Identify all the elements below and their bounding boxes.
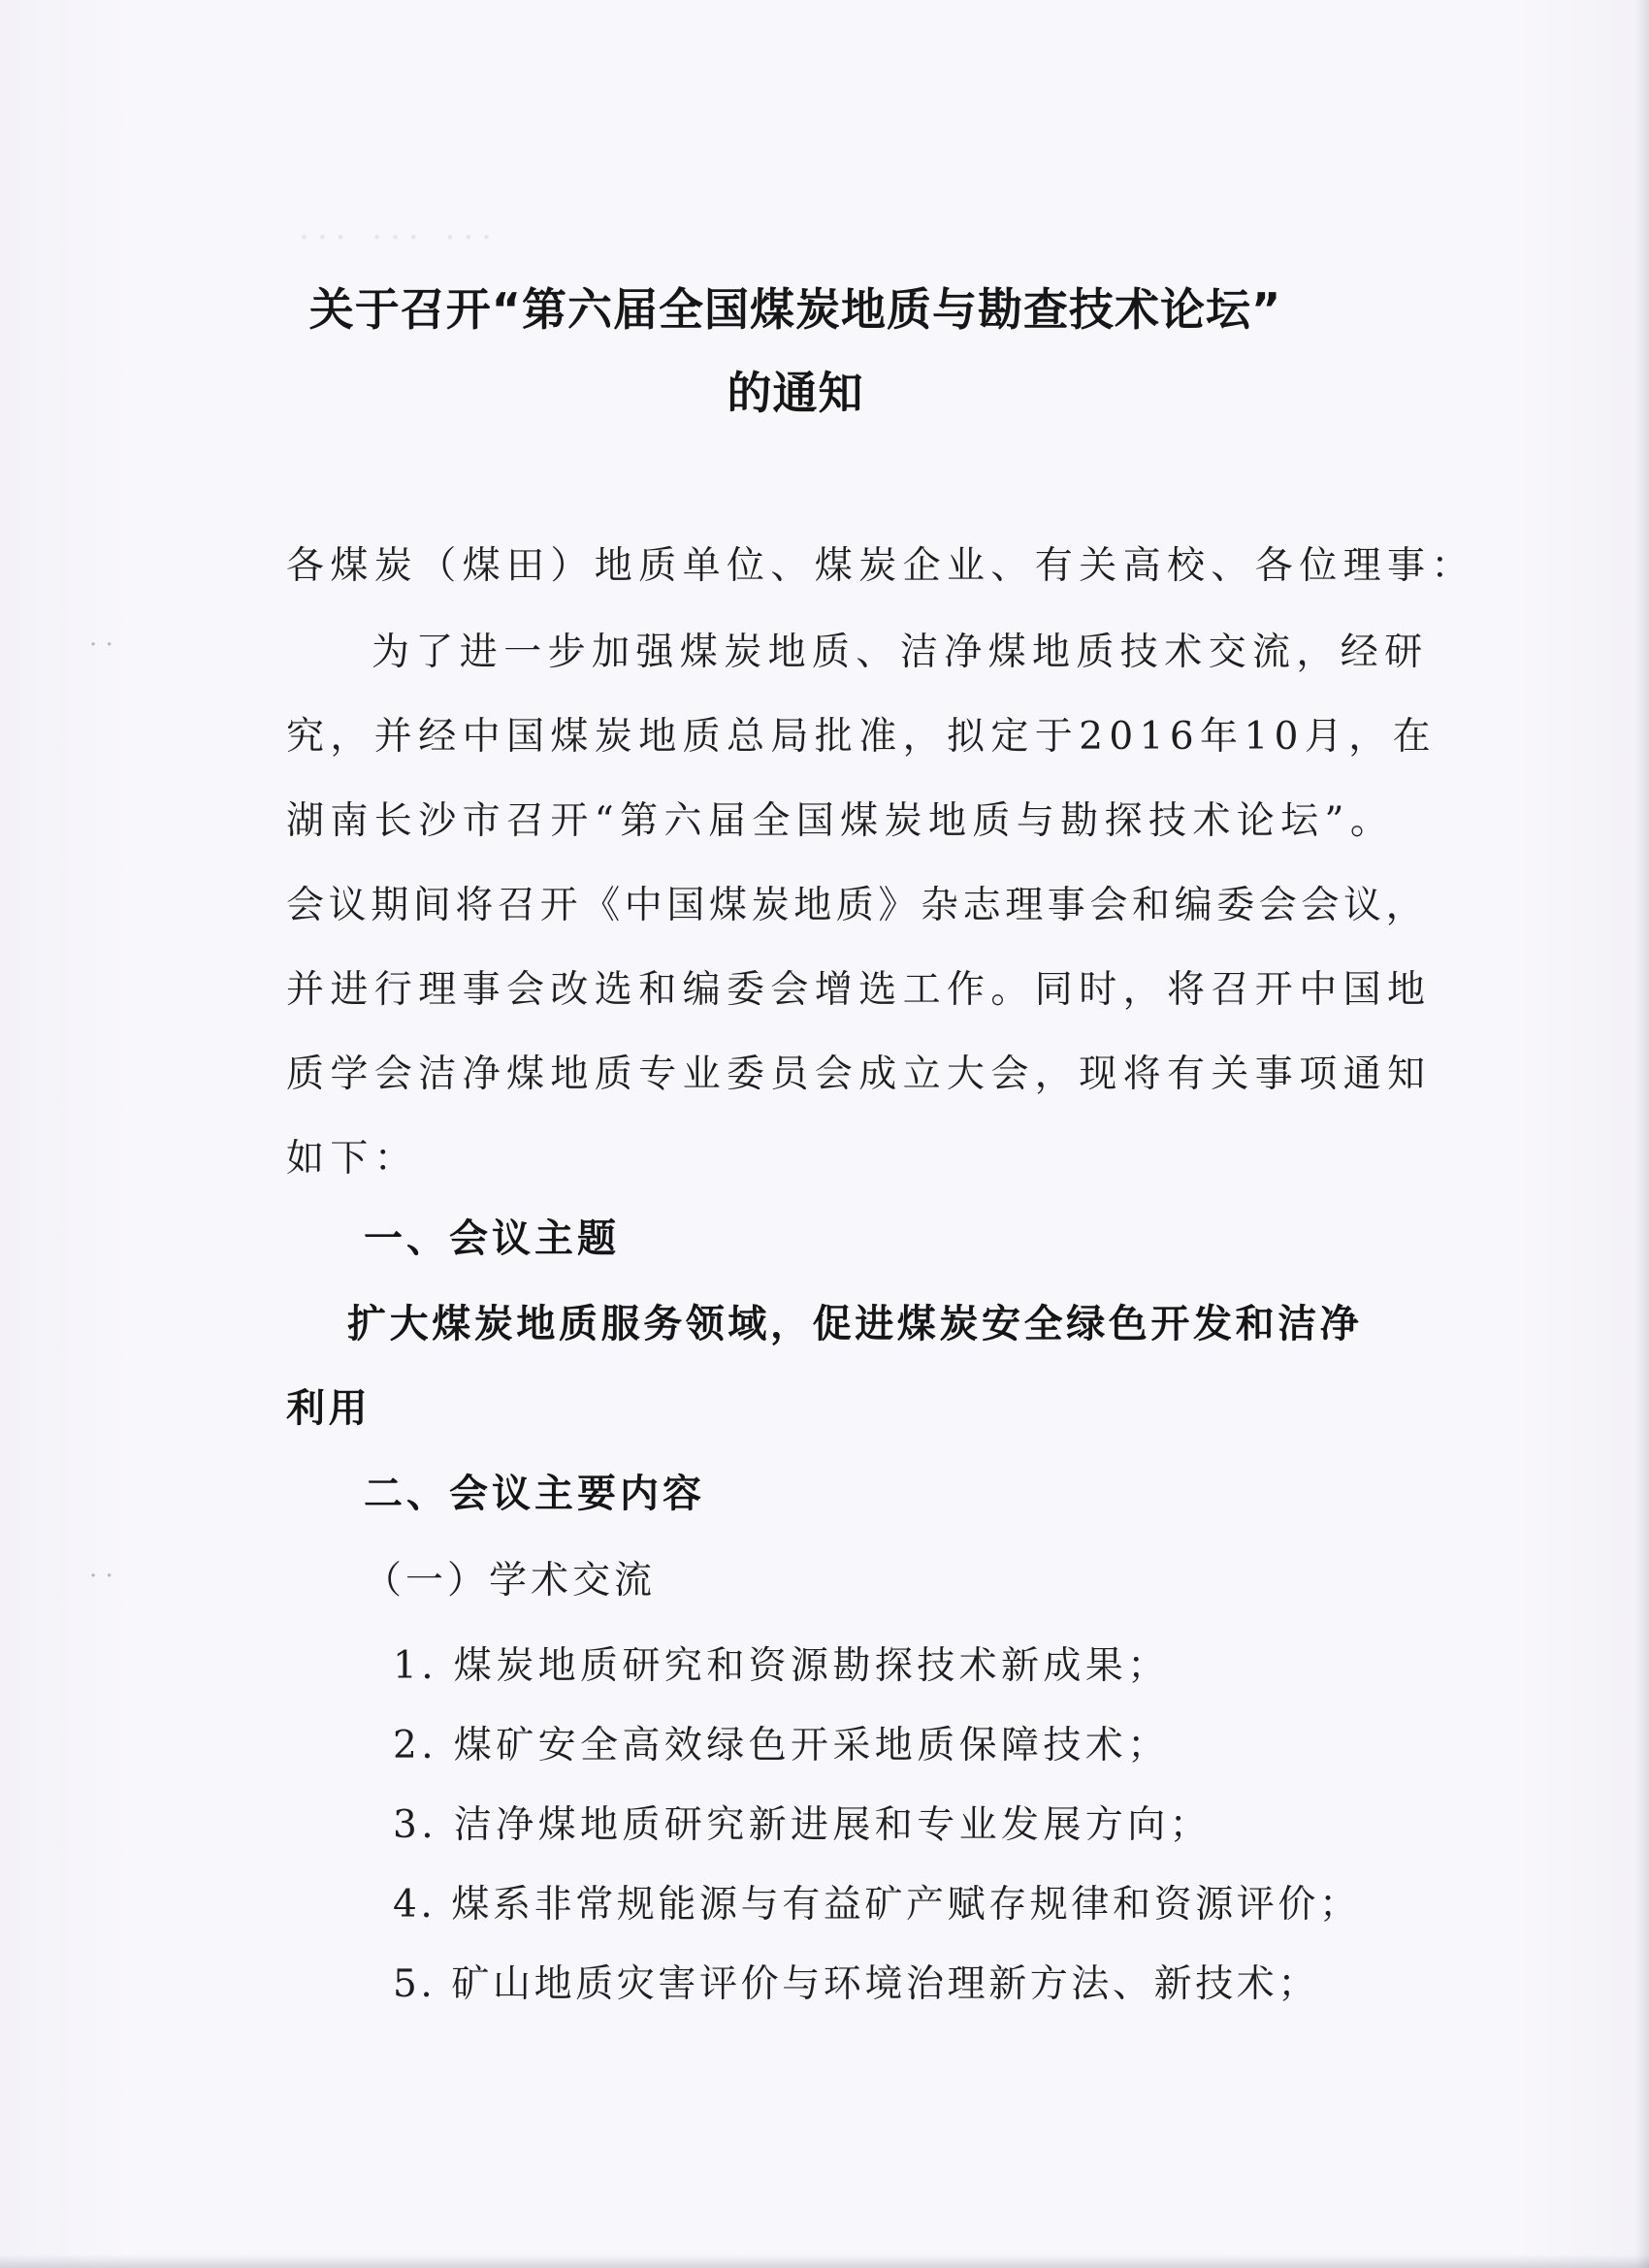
subsection-heading: （一）学术交流 [364, 1559, 657, 1603]
list-item: 3. 洁净煤地质研究新进展和专业发展方向； [393, 1803, 1212, 1847]
list-item: 4. 煤系非常规能源与有益矿产赋存规律和资源评价； [393, 1883, 1361, 1927]
section-heading-content: 二、会议主要内容 [364, 1472, 705, 1516]
body-line: 究，并经中国煤炭地质总局批准，拟定于2016年10月，在 [286, 715, 1438, 759]
theme-line: 扩大煤炭地质服务领域，促进煤炭安全绿色开发和洁净 [347, 1302, 1363, 1346]
body-line: 并进行理事会改选和编委会增选工作。同时，将召开中国地 [286, 968, 1432, 1012]
body-line: 会议期间将召开《中国煤炭地质》杂志理事会和编委会会议， [286, 884, 1429, 927]
margin-mark: · · [89, 631, 113, 660]
list-item: 5. 矿山地质灾害评价与环境治理新方法、新技术； [393, 1962, 1320, 2006]
page-bottom-edge [0, 2254, 1649, 2268]
section-heading-theme: 一、会议主题 [364, 1216, 620, 1261]
body-line: 湖南长沙市召开“第六届全国煤炭地质与勘探技术论坛”。 [286, 799, 1395, 843]
body-line: 为了进一步加强煤炭地质、洁净煤地质技术交流，经研 [372, 631, 1429, 674]
bleed-through-text: ··· ··· ··· [291, 218, 492, 257]
document-title-line2: 的通知 [727, 367, 864, 419]
margin-mark: · · [89, 1562, 113, 1591]
page-edge-shadow [1635, 0, 1649, 2268]
list-item: 1. 煤炭地质研究和资源勘探技术新成果； [393, 1644, 1170, 1688]
body-line: 质学会洁净煤地质专业委员会成立大会，现将有关事项通知 [286, 1053, 1432, 1096]
body-line: 如下： [286, 1137, 419, 1181]
salutation: 各煤炭（煤田）地质单位、煤炭企业、有关高校、各位理事： [286, 544, 1475, 588]
theme-line: 利用 [286, 1386, 372, 1431]
list-item: 2. 煤矿安全高效绿色开采地质保障技术； [393, 1724, 1170, 1767]
document-title-line1: 关于召开“第六届全国煤炭地质与勘查技术论坛” [308, 283, 1282, 336]
